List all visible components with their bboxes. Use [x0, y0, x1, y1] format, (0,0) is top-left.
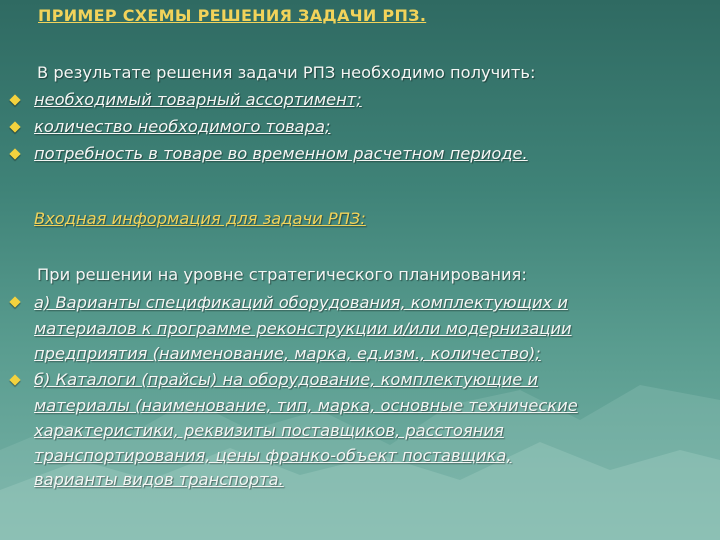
item-b-line: характеристики, реквизиты поставщиков, расстояния: [34, 421, 504, 440]
intro-text: В результате решения задачи РПЗ необходимо получить:: [37, 63, 536, 82]
item-a-line: а) Варианты спецификаций оборудования, комплектующих и: [34, 293, 568, 312]
goal-item: потребность в товаре во временном расчетном периоде.: [34, 144, 528, 163]
item-a-line: материалов к программе реконструкции и/или модернизации: [34, 319, 572, 338]
slide-title: ПРИМЕР СХЕМЫ РЕШЕНИЯ ЗАДАЧИ РПЗ.: [38, 6, 427, 25]
strategic-intro-text: При решении на уровне стратегического планирования:: [37, 265, 527, 284]
input-info-heading: Входная информация для задачи РПЗ:: [34, 209, 366, 228]
diamond-bullet-icon: [9, 296, 20, 307]
item-b-line: варианты видов транспорта.: [34, 470, 284, 489]
diamond-bullet-icon: [9, 374, 20, 385]
goal-item: необходимый товарный ассортимент;: [34, 90, 362, 109]
item-b-line: транспортирования, цены франко-объект поставщика,: [34, 446, 512, 465]
item-b-line: б) Каталоги (прайсы) на оборудование, комплектующие и: [34, 370, 539, 389]
diamond-bullet-icon: [9, 148, 20, 159]
goal-item: количество необходимого товара;: [34, 117, 331, 136]
item-a-line: предприятия (наименование, марка, ед.изм., количество);: [34, 344, 541, 363]
item-b-line: материалы (наименование, тип, марка, основные технические: [34, 396, 578, 415]
diamond-bullet-icon: [9, 121, 20, 132]
diamond-bullet-icon: [9, 94, 20, 105]
